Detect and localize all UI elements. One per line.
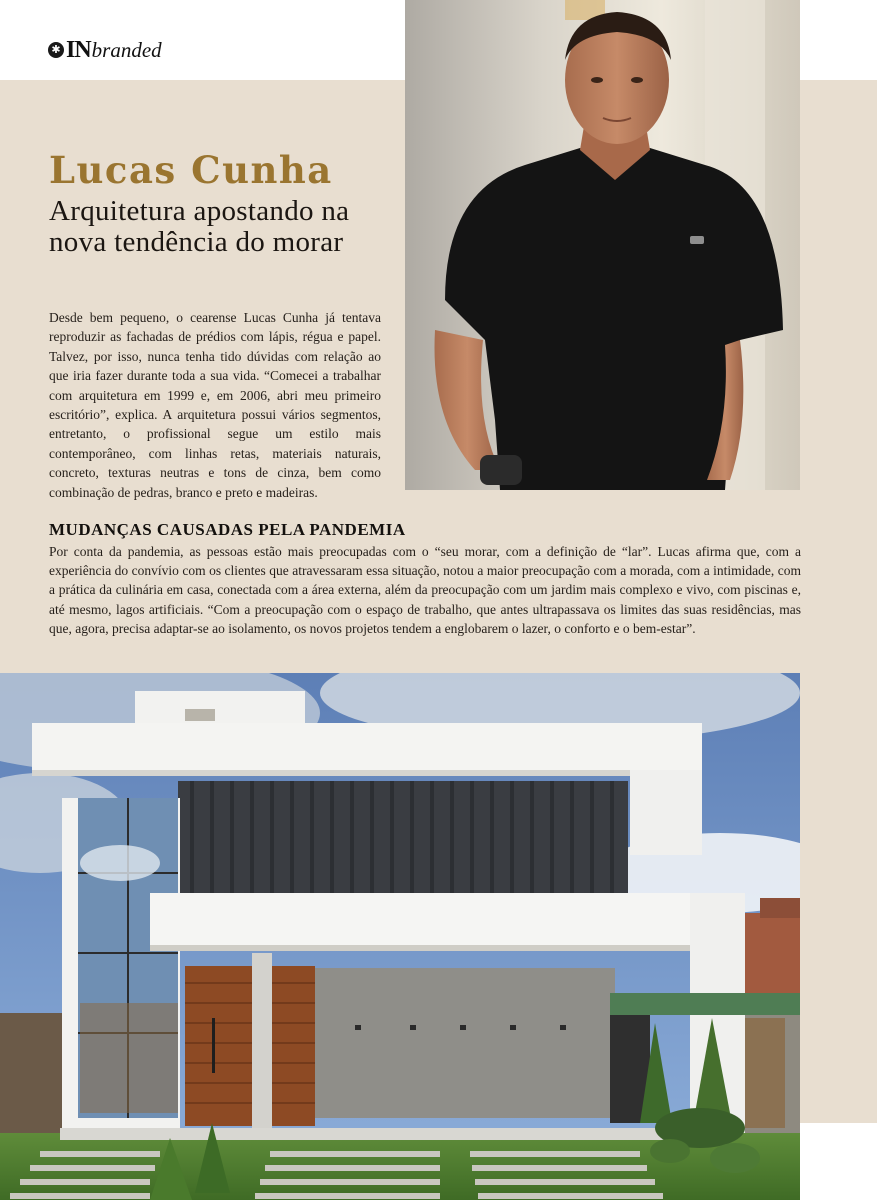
logo-text-bold: IN	[66, 36, 91, 63]
right-margin-beige	[800, 673, 877, 1123]
article-subtitle: Arquitetura apostando na nova tendência do morar	[49, 195, 350, 258]
intro-paragraph: Desde bem pequeno, o cearense Lucas Cunha já tentava reproduzir as fachadas de prédios com lápis, régua e papel. Talvez, por isso, nunca tenha tido dúvidas com relação ao que iria fazer durante toda a sua vida. “Comecei a trabalhar com arquitetura em 1999 e, em 2006, abri meu primeiro escritório”, explica. A arquitetura possui vários segmentos, entretanto, o profissional segue um estilo mais contemporâneo, com linhas retas, materiais naturais, concreto, texturas neutras e tons de cinza, bem como combinação de pedras, branco e preto e madeiras.	[49, 310, 381, 500]
logo-text-italic: branded	[91, 37, 162, 62]
brand-logo	[48, 36, 162, 64]
house-photo	[0, 673, 800, 1200]
house-illustration	[0, 673, 800, 1200]
star-icon: ✱	[48, 42, 64, 58]
right-margin-top	[800, 0, 877, 80]
section-title: MUDANÇAS CAUSADAS PELA PANDEMIA	[49, 520, 406, 539]
section-paragraph: Por conta da pandemia, as pessoas estão mais preocupadas com o “seu morar, com a definição de “lar”. Lucas afirma que, com a experiência do convívio com os clientes que atravessaram essa situação, notou a maior preocupação com a morada, com a intimidade, com a prática da culinária em casa, conectada com a área externa, além da preocupação com um jardim mais complexo e vivo, com piscinas e, até mesmo, lagos artificiais. “Com a preocupação com o espaço de trabalho, que antes ultrapassava os limites das suas residências, mas que, agora, precisa adaptar-se ao isolamento, os novos projetos tendem a englobarem o lazer, o conforto e o bem-estar”.	[49, 544, 801, 636]
right-margin-bottom	[800, 1123, 877, 1200]
portrait-illustration	[405, 0, 800, 490]
portrait-photo	[405, 0, 800, 490]
article-name: Lucas Cunha	[49, 148, 333, 192]
